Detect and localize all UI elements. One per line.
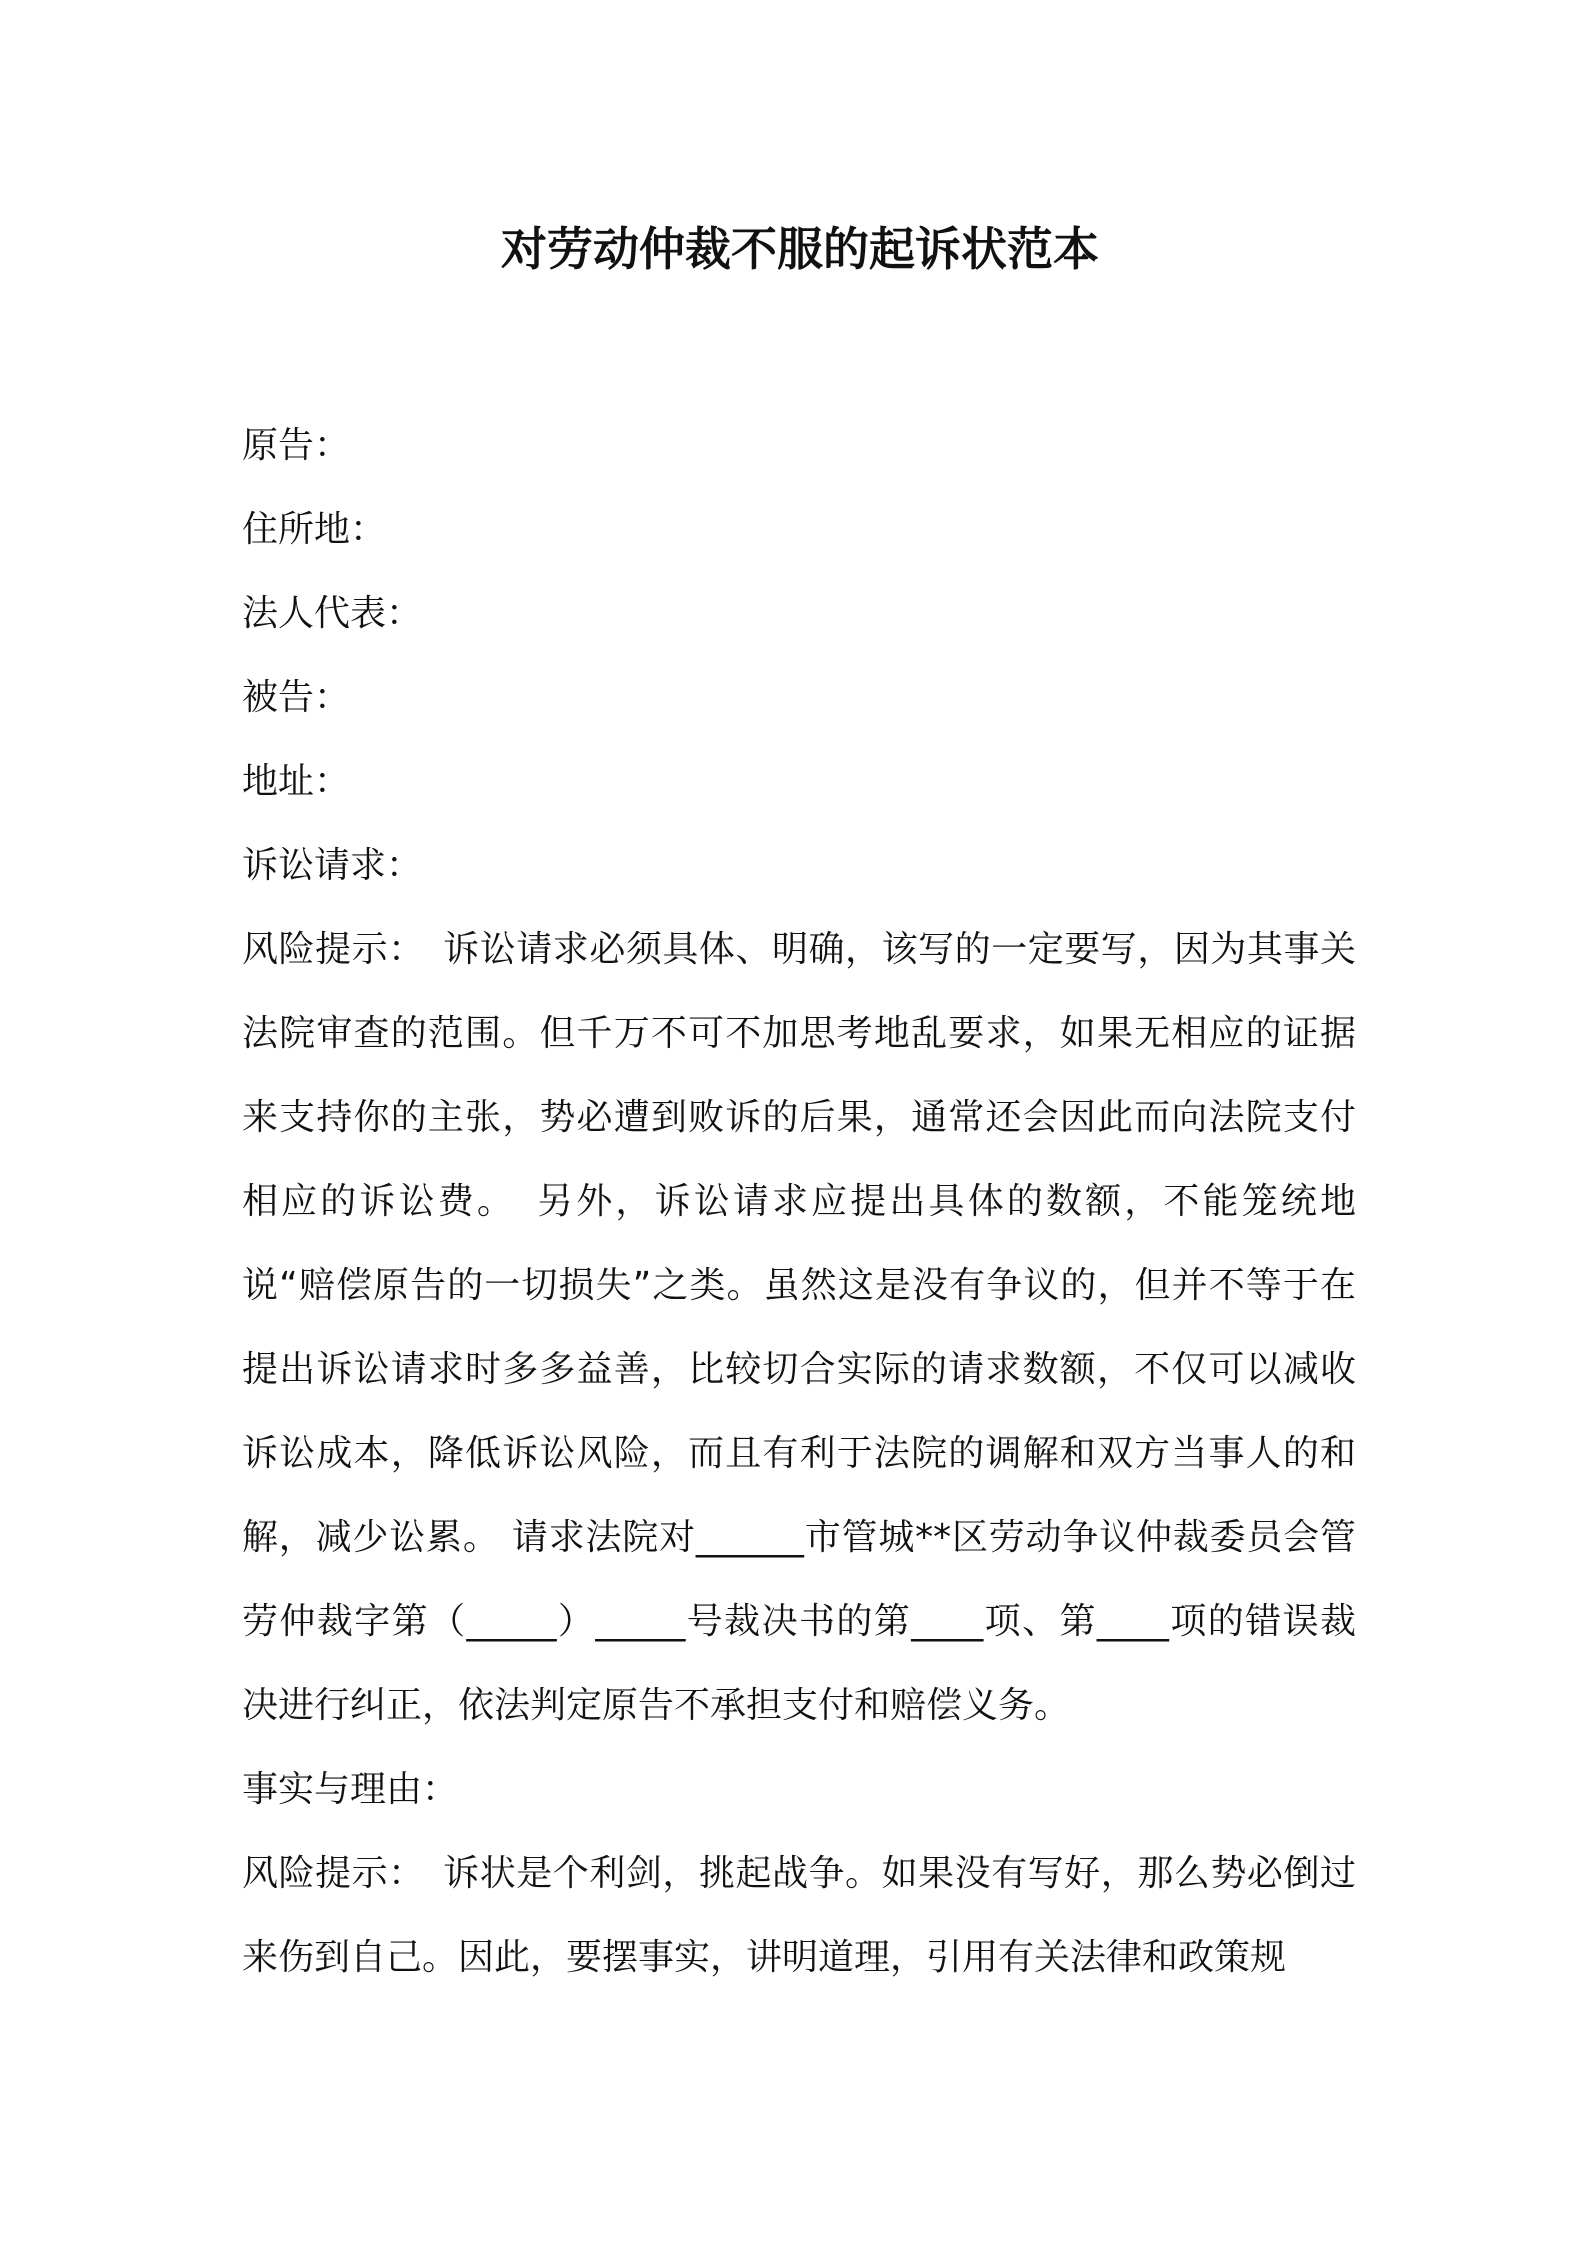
facts-risk-paragraph: 风险提示： 诉状是个利剑，挑起战争。如果没有写好，那么势必倒过来伤到自己。因此，要摆事实，讲明道理，引用有关法律和政策规: [242, 1853, 1356, 1978]
facts-heading: 事实与理由：: [242, 1769, 459, 1810]
claims-risk-paragraph: 风险提示： 诉讼请求必须具体、明确，该写的一定要写，因为其事关法院审查的范围。但千万不可不加思考地乱要求，如果无相应的证据来支持你的主张，势必遭到败诉的后果，通常还会因此而向法院支付相应的诉讼费。 另外，诉讼请求应提出具体的数额，不能笼统地说“赔偿原告的一切损失”之类。虽然这是没有争议的，但并不等于在提出诉讼请求时多多益善，比较切合实际的请求数额，不仅可以减收诉讼成本，降低诉讼风险，而且有利于法院的调解和双方当事人的和解，减少讼累。 请求法院对______市管城**区劳动争议仲裁委员会管劳仲裁字第（_____）_____号裁决书的第____项、第____项的错误裁决进行纠正，依法判定原告不承担支付和赔偿义务。: [242, 929, 1356, 1726]
document-body: [242, 404, 1356, 2000]
claims-heading: 诉讼请求：: [242, 845, 423, 886]
address-field: 地址：: [242, 761, 351, 802]
plaintiff-field: 原告：: [242, 425, 351, 466]
defendant-field: 被告：: [242, 677, 351, 718]
legal-representative-field: 法人代表：: [242, 593, 423, 634]
document-title: 对劳动仲裁不服的起诉状范本: [501, 222, 1099, 276]
residence-field: 住所地：: [242, 509, 387, 550]
